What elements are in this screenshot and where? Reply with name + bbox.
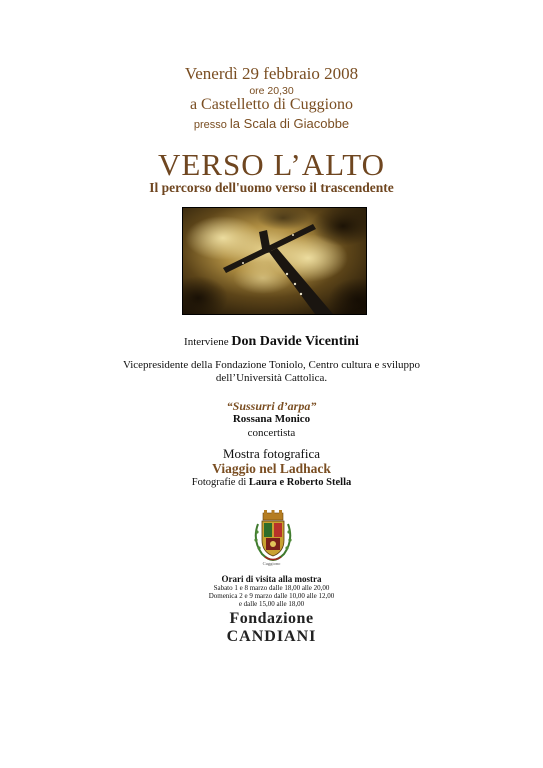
venue-name: la Scala di Giacobbe: [229, 116, 350, 131]
exhibition-credit: [0, 477, 543, 488]
event-date: Venerdì 29 febbraio 2008: [184, 64, 359, 83]
venue-prefix: presso: [193, 119, 227, 131]
exhibition-title: Viaggio nel Ladhack: [212, 461, 331, 476]
speaker-name: Don Davide Vicentini: [231, 334, 359, 349]
hours-line-1: Sabato 1 e 8 marzo dalle 18,00 alle 20,00: [213, 584, 330, 592]
cross-photo-image: [183, 208, 366, 314]
performer-role: concertista: [247, 427, 296, 439]
exhibition-label: Mostra fotografica: [222, 446, 321, 461]
poster-title: VERSO L’ALTO: [157, 147, 386, 182]
speaker-line: [0, 334, 543, 350]
crest-icon: [252, 510, 294, 564]
organizer-line-1: Fondazione: [229, 610, 314, 627]
cross-photo: [182, 207, 367, 315]
organizer-line-2: CANDIANI: [226, 628, 317, 645]
speaker-role-line-1: Vicepresidente della Fondazione Toniolo, Centro cultura e sviluppo: [122, 359, 421, 371]
hours-line-3: e dalle 15,00 alle 18,00: [238, 600, 305, 608]
poster-subtitle: Il percorso dell'uomo verso il trascendente: [149, 180, 394, 195]
crest-caption: Cuggiono: [262, 561, 281, 566]
event-venue: [0, 116, 543, 131]
event-time: ore 20,30: [249, 85, 294, 97]
event-place: a Castelletto di Cuggiono: [189, 96, 354, 113]
hours-title: Orari di visita alla mostra: [221, 574, 322, 584]
speaker-intro: Interviene: [184, 336, 229, 348]
music-title: “Sussurri d’arpa”: [226, 399, 317, 413]
performer-name: Rossana Monico: [232, 413, 311, 425]
speaker-role-line-2: dell’Università Cattolica.: [215, 372, 328, 384]
credit-names: Laura e Roberto Stella: [248, 477, 352, 488]
credit-prefix: Fotografie di: [191, 477, 247, 488]
hours-line-2: Domenica 2 e 9 marzo dalle 10,00 alle 12,00: [208, 592, 335, 600]
